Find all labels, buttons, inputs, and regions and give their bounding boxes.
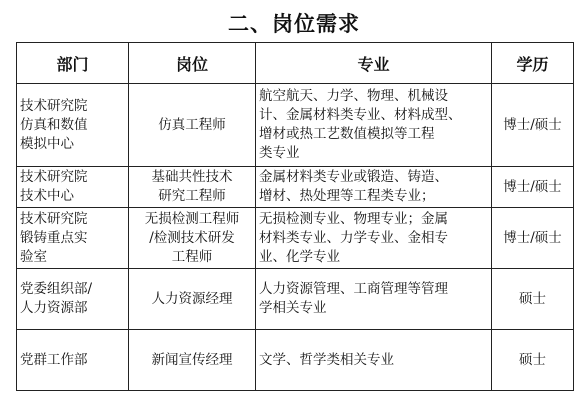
cell-major: 金属材料类专业或锻造、铸造、 增材、热处理等工程类专业；: [256, 167, 492, 208]
cell-education: 博士/硕士: [492, 84, 574, 167]
table-row: [17, 208, 574, 269]
cell-department: 党群工作部: [17, 330, 129, 391]
cell-position: 基础共性技术 研究工程师: [129, 167, 256, 208]
cell-position: 仿真工程师: [129, 84, 256, 167]
header-department: 部门: [17, 43, 129, 84]
cell-major: 航空航天、力学、物理、机械设 计、金属材料类专业、材料成型、 增材或热工艺数值模拟等工程 类专业: [256, 84, 492, 167]
cell-position: 新闻宣传经理: [129, 330, 256, 391]
table-header-row: [17, 43, 574, 84]
table-row: [17, 269, 574, 330]
table-row: [17, 330, 574, 391]
cell-department: 党委组织部/ 人力资源部: [17, 269, 129, 330]
cell-department: 技术研究院 锻铸重点实 验室: [17, 208, 129, 269]
header-education: 学历: [492, 43, 574, 84]
cell-education: 博士/硕士: [492, 167, 574, 208]
cell-position: 无损检测工程师 /检测技术研发 工程师: [129, 208, 256, 269]
cell-position: 人力资源经理: [129, 269, 256, 330]
section-title: 二、岗位需求: [228, 11, 360, 36]
cell-education: 博士/硕士: [492, 208, 574, 269]
job-requirements-table: [16, 42, 574, 391]
cell-major: 人力资源管理、工商管理等管理 学相关专业: [256, 269, 492, 330]
cell-department: 技术研究院 技术中心: [17, 167, 129, 208]
table-row: [17, 167, 574, 208]
cell-major: 文学、哲学类相关专业: [256, 330, 492, 391]
cell-education: 硕士: [492, 330, 574, 391]
cell-major: 无损检测专业、物理专业；金属 材料类专业、力学专业、金相专 业、化学专业: [256, 208, 492, 269]
header-major: 专业: [256, 43, 492, 84]
header-position: 岗位: [129, 43, 256, 84]
cell-education: 硕士: [492, 269, 574, 330]
cell-department: 技术研究院 仿真和数值 模拟中心: [17, 84, 129, 167]
table-row: [17, 84, 574, 167]
